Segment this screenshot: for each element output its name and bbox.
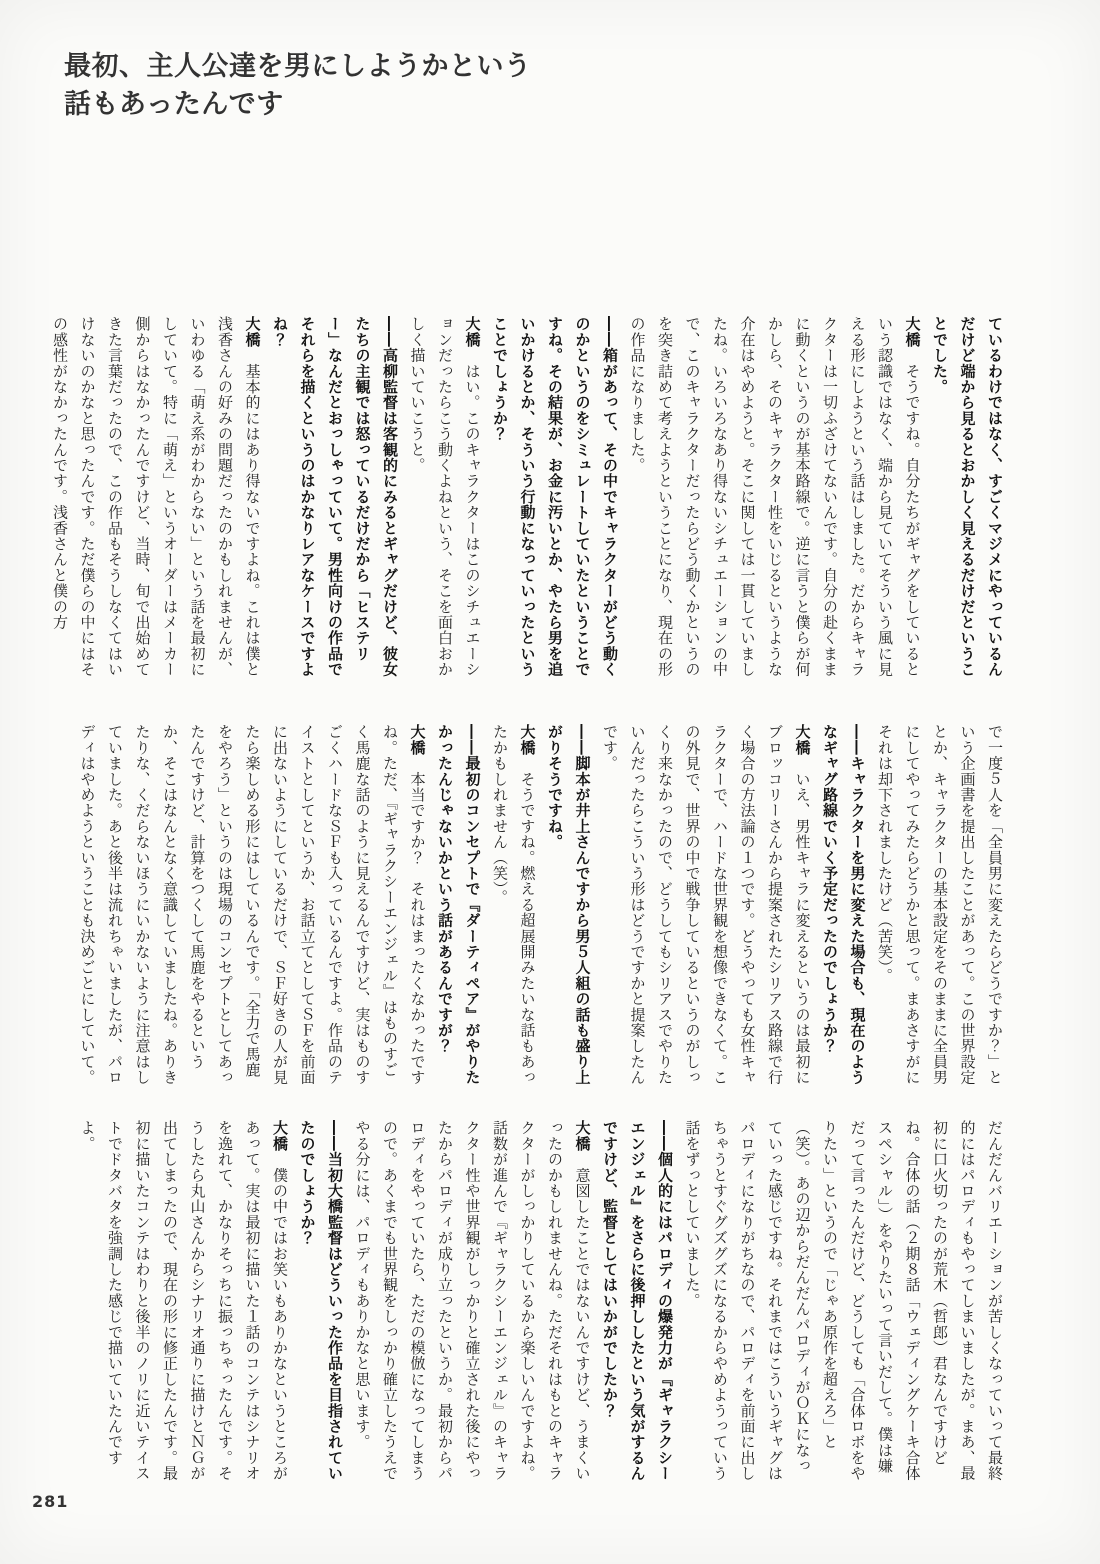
speaker-name: 大橋	[408, 724, 427, 756]
speaker-name: 大橋	[518, 724, 537, 756]
answer-text: いえ、男性キャラに変えるというのは最初にブロッコリーさんから提案されたシリアス路線で行く場合の方法論の１つです。どうやっても女性キャラクターで、ハードな世界観を想像できなくて。この外見で、世界の中で戦争しているというのがしっくり来なかったので、どうしてもシリアスでやりたいんだったらこういう形はどうですかと提案したんです。	[601, 724, 812, 1086]
text-section-bottom	[73, 1120, 1008, 1482]
question-paragraph: ――箱があって、その中でキャラクターがどう動くのかというのをシミュレートしていたということですね。その結果が、お金に汚いとか、やたら男を追いかけるとか、そういう行動になっていったということでしょうか？	[491, 316, 619, 678]
page-number: 281	[32, 1492, 69, 1511]
answer-paragraph	[73, 724, 431, 1086]
answer-text: 意図したことではないんですけど、うまくいったのかもしれませんね。ただそれはもとのキャラクターがしっかりしているから楽しいんですよね。話数が進んで『ギャラクシーエンジェル』のキャラクター性や世界観がしっかりと確立された後にやったからパロディが成り立ったというか。最初からパロディをやっていたら、ただの模倣になってしまうので。あくまでも世界観をしっかり確立したうえでやる分には、パロディもありかなと思います。	[353, 1120, 592, 1482]
page-title-line2: 話もあったんです	[64, 89, 284, 120]
answer-text: 僕の中ではお笑いもありかなというところがあって。実は最初に描いた１話のコンテはシナリオを逸れて、かなりそっちに振っちゃったんです。そうしたら丸山さんからシナリオ通りに描けとＮＧが出てしまったので、現在の形に修正したんです。最初に描いたコンテはわりと後半のノリに近いテイストでドタバタを強調した感じで描いていたんですよ。	[78, 1120, 289, 1482]
speaker-name: 大橋	[903, 316, 922, 348]
answer-paragraph	[403, 316, 486, 678]
question-paragraph: ――キャラクターを男に変えた場合も、現在のようなギャグ路線でいく予定だったのでしょうか？	[821, 724, 867, 1086]
continuation-paragraph: で一度５人を「全員男に変えたらどうですか？」という企画書を提出したことがあって。この世界設定とか、キャラクターの基本設定をそのままに全員男にしてやってみたらどうかと思って。まあさすがにそれは却下されましたけど（苦笑）。	[876, 724, 1004, 1086]
answer-text: そうですね。燃える超展開みたいな話もあったかもしれません（笑）。	[491, 724, 537, 1086]
question-paragraph: ――個人的にはパロディの爆発力が『ギャラクシーエンジェル』をさらに後押ししたという気がするんですけど、監督としてはいかがでしたか？	[601, 1120, 674, 1482]
answer-paragraph	[46, 316, 266, 678]
question-paragraph: ――高柳監督は客観的にみるとギャグだけど、彼女たちの主観では怒っているだけだから「ヒステリー」なんだとおっしゃっていて。男性向けの作品でそれらを描くというのはかなりレアなケースですよね？	[271, 316, 399, 678]
answer-text: はい。このキャラクターはこのシチュエーションだったらこう動くよねという、そこを面白おかしく描いていこうと。	[408, 316, 482, 678]
question-continuation-paragraph: ているわけではなく、すごくマジメにやっているんだけど端から見るとおかしく見えるだけだということでした。	[931, 316, 1004, 678]
page-title	[64, 48, 532, 124]
question-paragraph: ――最初のコンセプトで『ダーティペア』がやりたかったんじゃないかという話があるんですが？	[436, 724, 482, 1086]
speaker-name: 大橋	[463, 316, 482, 348]
answer-paragraph	[623, 316, 926, 678]
answer-paragraph	[596, 724, 816, 1086]
page-title-line1: 最初、主人公達を男にしようかという	[64, 51, 532, 82]
answer-paragraph	[348, 1120, 596, 1482]
text-section-top	[46, 316, 1009, 678]
text-section-middle	[73, 724, 1008, 1086]
answer-paragraph	[73, 1120, 293, 1482]
question-paragraph: ――脚本が井上さんですから男５人組の話も盛り上がりそうですね。	[546, 724, 592, 1086]
speaker-name: 大橋	[573, 1120, 592, 1152]
speaker-name: 大橋	[243, 316, 262, 348]
speaker-name: 大橋	[271, 1120, 289, 1152]
answer-text: 本当ですか？ それはまったくなかったですね。ただ、『ギャラクシーエンジェル』はものすごく馬鹿な話のように見えるんですけど、実はものすごくハードなＳＦも入っているんですよ。作品のテイストとしてというか、お話立てとしてＳＦを前面に出ないようにしているだけで、ＳＦ好きの人が見たら楽しめる形にはしているんです。「全力で馬鹿をやろう」というのは現場のコンセプトとしてあったんですけど、計算をつくして馬鹿をやるというか、そこはなんとなく意識していましたね。ありきたりな、くだらないほうにいかないように注意はしていました。あと後半は流れちゃいましたが、パロディはやめようということも決めごとにしていて。	[78, 724, 427, 1086]
continuation-paragraph: だんだんバリエーションが苦しくなっていって最終的にはパロディもやってしまいましたが。まあ、最初に口火切ったのが荒木（哲郎）君なんですけどね。合体の話（２期８話「ウェディングケーキ合体スペシャル」）をやりたいって言いだして。僕は嫌だって言ったんだけど、どうしても「合体ロボをやりたい」というので「じゃあ原作を超えろ」と（笑）。あの辺からだんだんパロディがＯＫになっていった感じですね。それまではこういうギャグはパロディになりがちなので、パロディを前面に出しちゃうとすぐグズグズになるからやめようっていう話をずっとしていました。	[683, 1120, 1004, 1482]
answer-paragraph	[486, 724, 541, 1086]
answer-text: 基本的にはあり得ないですよね。これは僕と浅香さんの好みの問題だったのかもしれませんが、いわゆる「萌え系がわからない」という話を最初にしていて。特に「萌え」というオーダーはメーカー側からはなかったんですけど、当時、旬で出始めてきた言葉だったので、この作品もそうしなくてはいけないのかなと思ったんです。ただ僕らの中にはその感性がなかったんです。浅香さんと僕の方	[51, 316, 262, 678]
answer-text: そうですね。自分たちがギャグをしているという認識ではなく、端から見ていてそういう風に見える形にしようという話はしました。だからキャラクターは一切ふざけてないんです。自分の赴くままに動くというのが基本路線で。逆に言うと僕らが何かしら、そのキャラクター性をいじるというような介在はやめようと。そこに関しては一貫していましたね。いろいろなあり得ないシチュエーションの中で、このキャラクターだったらどう動くかというのを突き詰めて考えようということになり、現在の形の作品になりました。	[628, 316, 922, 678]
question-paragraph: ――当初大橋監督はどういった作品を目指されていたのでしょうか？	[298, 1120, 344, 1482]
speaker-name: 大橋	[793, 724, 812, 756]
